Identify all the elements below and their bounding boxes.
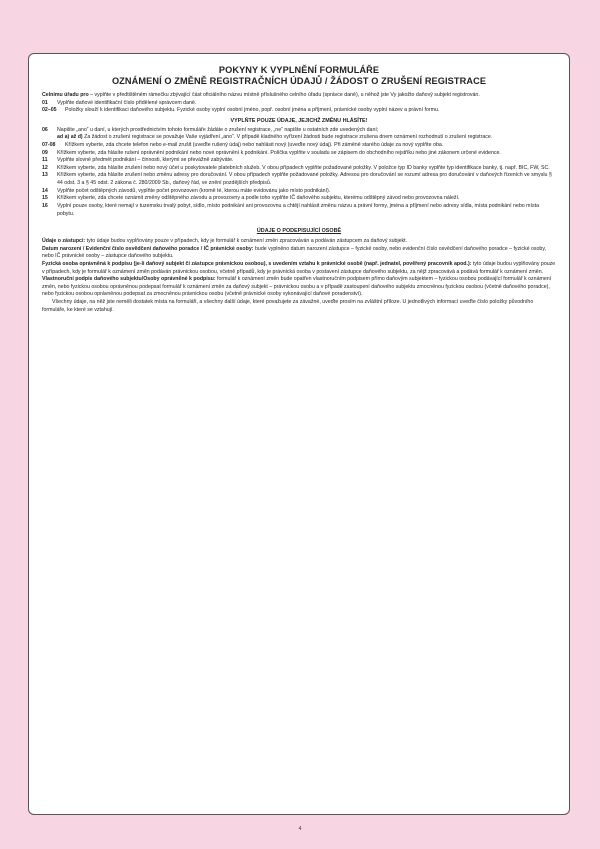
item-text	[57, 127, 556, 142]
intro-text: – vyplňte v předtištěném rámečku zbývající část oficiálního názvu místně příslušného celního úřadu (správce daně), u něhož jste Vy jakožto daňový subjekt registrován.	[88, 92, 480, 98]
item-number: 14	[42, 187, 48, 194]
signer-text: tyto údaje budou vyplňovány pouze v případech, kdy je formulář k oznámení změn podáván právnickou osobou, včetně případů, kdy je právnická osoba v postavení zástupce daňového subjektu, za nějž zpracovává a podává formulář k oznámení změn.	[42, 260, 556, 275]
item-text: Vyplňte slovně předmět podnikání – činnosti, kterými se převážně zabýváte.	[57, 157, 234, 164]
signer-text: formulář k oznámení změn bude opatřen vlastnoručním podpisem přímo daňovým subjektem – fyzickou osobou podávající formulář k oznámení změn, nebo fyzickou osobou oprávněnou podepsat formulář k oznámení změn za daňový subjekt – právnickou osobu a v případě zastoupení daňového subjektu zmocněnou fyzickou osobou (včetně daňového poradce), nebo fyzickou osobou oprávněnou podepsat za zmocněnou právnickou osobu (včetně právnické osoby vykonávající daňové poradenství).	[42, 276, 552, 298]
document-title: POKYNY K VYPLNĚNÍ FORMULÁŘE	[218, 65, 380, 75]
instruction-item	[42, 142, 556, 150]
item-number: 12	[42, 164, 48, 171]
instruction-item	[42, 195, 556, 203]
instruction-sheet	[28, 53, 570, 815]
intro-label: Celnímu úřadu pro	[42, 92, 89, 98]
item-number: 06	[42, 126, 48, 133]
item-text: Položky slouží k identifikaci daňového subjektu. Fyzické osoby vyplní osobní jméno, popř. osobní jména a příjmení, právnické osoby vyplní název a právní formu.	[65, 107, 440, 114]
item-number: 07-08	[42, 142, 56, 149]
item-text: Křížkem vyberte, zda chcete telefon nebo e-mail zrušit (uveďte rušený údaj) nebo nahlásit nový (uveďte nový údaj). Při záměně starého údaje za nový vyplňte oba.	[65, 142, 444, 149]
item-number: 09	[42, 149, 48, 156]
item-text: Křížkem vyberte, zda chcete oznámit změny odštěpného závodu a provozovny a podle toho vyplňte IČ daňového subjektu, kterému odštěpný závod nebo provozovna náleží.	[57, 195, 460, 202]
item-number: 02–05	[42, 107, 57, 114]
instruction-item	[42, 157, 556, 165]
item06-sub-label: ad a) až d)	[57, 134, 83, 141]
signer-label: Vlastnoruční podpis daňového subjektu/Osoby oprávněné k podpisu:	[42, 276, 216, 283]
signer-text: bude vyplněno datum narození zástupce – fyzické osoby, nebo evidenční číslo osvědčení daňového poradce – fyzické osoby, nebo IČ právnické osoby – zástupce daňového subjektu.	[42, 245, 547, 260]
item-text: Vyplňte počet odštěpných závodů, vyplňte počet provozoven (kromě té, kterou máte evidovánu jako místo podnikání).	[57, 187, 331, 194]
page-number: 4	[298, 826, 302, 832]
item-text: Křížkem vyberte, zda hlásíte rušení oprávnění podnikání nebo nové oprávnění k podnikání. Políčka vyplňte v souladu se zápisem do obchodního rejstříku nebo jiné zákonem určené evidence.	[57, 149, 501, 156]
signer-paragraph	[42, 261, 556, 276]
changed-only-heading: VYPLŇTE POUZE ÚDAJE, JEJICHŽ ZMĚNU HLÁSÍTE!	[230, 117, 368, 124]
document-subtitle: OZNÁMENÍ O ZMĚNĚ REGISTRAČNÍCH ÚDAJŮ / ŽÁDOST O ZRUŠENÍ REGISTRACE	[111, 76, 487, 86]
instruction-item	[42, 165, 556, 173]
signer-label: Údaje o zástupci:	[42, 238, 86, 245]
item-text: Vyplní pouze osoby, které nemají v tuzemsku trvalý pobyt, sídlo, místo podnikání ani provozovnu a chtějí nahlásit změnu názvu a právní formy, jména a příjmení nebo adresy sídla, místa podnikání nebo místa pobytu.	[57, 202, 539, 217]
signer-text: tyto údaje budou vyplňovány pouze v případech, kdy je formulář k oznámení změn zpracováván a podáván zástupcem za daňový subjekt.	[85, 238, 408, 245]
item-text: Vyplňte daňové identifikační číslo přidělené správcem daně.	[57, 99, 197, 106]
signer-label: Datum narození / Evidenční číslo osvědčení daňového poradce / IČ právnické osoby:	[42, 245, 254, 252]
instruction-item	[42, 107, 556, 115]
item-number: 16	[42, 202, 48, 209]
item06-sub-text: Za žádost o zrušení registrace se považuje Vaše vyjádření „ano“. V případě kladného vyřízení žádosti bude registrace zrušena dnem oznámení rozhodnutí o zrušení registrace.	[82, 134, 493, 141]
item-text: Křížkem vyberte, zda hlásíte zrušení nebo změnu adresy pro doručování. V obou případech vyplňte požadované položky. Adresou pro doručování se rozumí adresa pro doručování v daňových řízeních ve smyslu § 44 odst. 3 a § 45 odst. 2 zákona č. 280/2009 Sb., daňový řád, ve znění pozdějších předpisů.	[57, 172, 552, 187]
instruction-item	[42, 150, 556, 158]
item-number: 11	[42, 157, 48, 164]
signer-paragraph	[42, 238, 556, 246]
signer-heading: ÚDAJE O PODEPISUJÍCÍ OSOBĚ	[256, 228, 342, 235]
instruction-item	[42, 100, 556, 108]
instruction-item	[42, 203, 556, 218]
intro-paragraph	[42, 92, 556, 100]
signer-paragraph	[42, 276, 556, 299]
signer-label: Fyzická osoba oprávněná k podpisu (je-li daňový subjekt či zástupce právnickou osobou), s uvedením vztahu k právnické osobě (např. jednatel, pověřený pracovník apod.):	[42, 260, 472, 267]
instruction-item	[42, 127, 556, 142]
item-number: 01	[42, 99, 48, 106]
item-number: 15	[42, 195, 48, 202]
item-number: 13	[42, 172, 48, 179]
item-text: Křížkem vyberte, zda hlásíte zrušení nebo nový účet u poskytovatele platebních služeb. V obou případech vyplňte požadované položky. V položce typ ID banky vyplňte typ identifikace banky, tj. např. BIC, FW, SC.	[57, 164, 550, 171]
instruction-item	[42, 172, 556, 187]
signer-paragraph	[42, 246, 556, 261]
closing-paragraph: Všechny údaje, na něž jste neměli dostatek místa na formuláři, a všechny další údaje, které považujete za závažné, uveďte prosím na zvláštní příloze. U jednotlivých informací uveďte číslo položky původního formuláře, ke které se vztahují.	[42, 299, 534, 313]
item06-text: Napište „ano“ u daní, u kterých prostřednictvím tohoto formuláře žádáte o zrušení registrace, „ne“ napište u ostatních zde uvedených daní;	[57, 126, 379, 133]
